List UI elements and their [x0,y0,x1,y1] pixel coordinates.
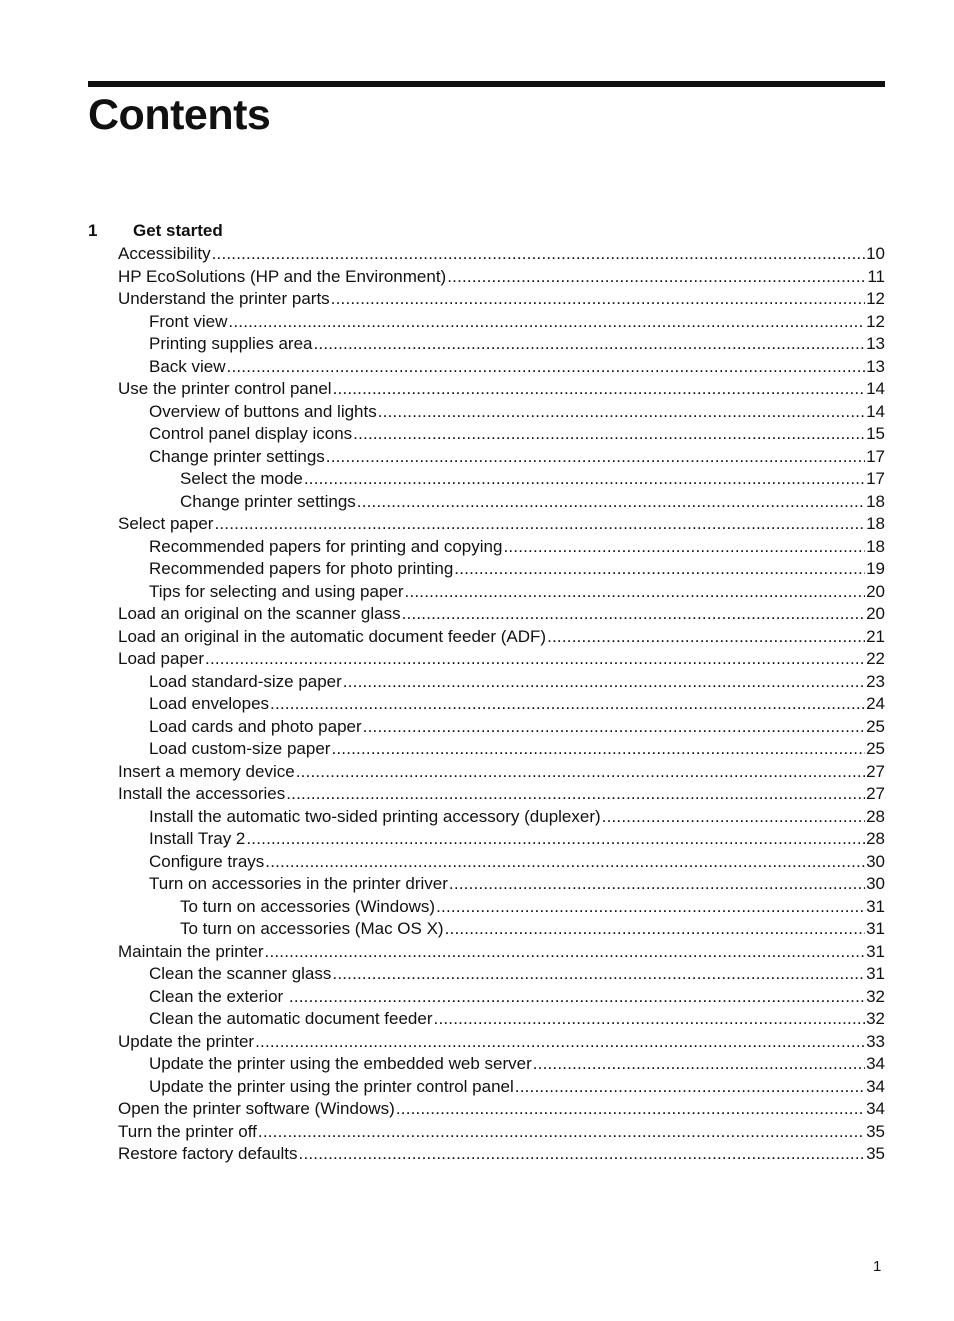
toc-entry-label: Recommended papers for printing and copying [149,536,503,556]
toc-entry[interactable] [88,356,885,379]
toc-entry-label: Use the printer control panel [118,379,332,398]
toc-entry-label: Front view [149,311,228,331]
dot-leader [214,513,865,535]
toc-entry[interactable] [88,581,885,604]
toc-entry[interactable] [88,783,885,806]
page-number: 1 [873,1258,882,1275]
toc-entry-label: Turn on accessories in the printer driver [149,874,448,893]
toc-entry-label: HP EcoSolutions (HP and the Environment) [118,266,447,286]
toc-entry-page: 20 [866,581,885,601]
toc-entry-label: Understand the printer parts [118,289,330,308]
toc-entry-label: Change printer settings [180,491,356,511]
toc-entry-page: 13 [866,334,885,353]
toc-entry[interactable] [88,243,885,266]
toc-entry-label: To turn on accessories (Windows) [180,896,436,916]
toc-entry-label: Update the printer using the embedded web server [149,1054,532,1073]
toc-entry-page: 20 [866,604,885,623]
toc-entry-page: 27 [866,784,885,803]
dot-leader [396,1098,865,1120]
toc-entry-page: 34 [866,1054,885,1073]
toc-entry-page: 12 [866,311,885,331]
dot-leader [331,738,865,760]
dot-leader [326,446,865,468]
toc-entry[interactable] [88,693,885,716]
toc-entry-page: 30 [866,851,885,871]
toc-entry-page: 27 [866,761,885,781]
dot-leader [434,1008,866,1030]
toc-entry[interactable] [88,986,885,1009]
dot-leader [258,1121,865,1143]
dot-leader [212,243,865,265]
toc-entry[interactable] [88,851,885,874]
toc-entry[interactable] [88,311,885,334]
toc-entry[interactable] [88,1143,885,1166]
toc-entry-page: 22 [866,649,885,668]
toc-entry[interactable] [88,963,885,986]
toc-entry-label: Insert a memory device [118,761,295,781]
toc-entry-page: 28 [866,806,885,826]
toc-entry-page: 13 [866,356,885,376]
toc-entry-page: 31 [866,919,885,938]
toc-entry-label: Open the printer software (Windows) [118,1099,395,1118]
dot-leader [205,648,865,670]
toc-entry[interactable] [88,333,885,356]
toc-entry[interactable] [88,896,885,919]
toc-entry-label: Configure trays [149,851,265,871]
toc-entry[interactable] [88,491,885,514]
toc-entry[interactable] [88,761,885,784]
toc-entry-label: Maintain the printer [118,941,264,961]
toc-entry[interactable] [88,603,885,626]
toc-entry-page: 31 [866,896,885,916]
toc-entry-page: 18 [866,514,885,533]
chapter-number: 1 [88,221,98,240]
toc-entry-label: Select paper [118,514,214,533]
toc-entry-label: To turn on accessories (Mac OS X) [180,919,444,938]
toc-entry-page: 30 [866,874,885,893]
toc-entry-page: 34 [866,1099,885,1118]
toc-entry-label: Load an original on the scanner glass [118,604,401,623]
toc-entry-label: Install the automatic two-sided printing accessory (duplexer) [149,806,601,826]
toc-entry-page: 11 [867,266,885,286]
dot-leader [270,693,865,715]
toc-entry-page: 33 [866,1031,885,1051]
toc-entry-label: Clean the exterior [149,986,288,1006]
toc-entry-page: 12 [866,289,885,308]
toc-entry-page: 17 [866,469,885,488]
toc-entry[interactable] [88,266,885,289]
toc-entry-page: 15 [866,424,885,443]
toc-entry-label: Overview of buttons and lights [149,401,377,421]
dot-leader [353,423,865,445]
toc-entry-page: 18 [866,491,885,511]
toc-entry-page: 14 [866,379,885,398]
toc-entry[interactable] [88,1076,885,1099]
dot-leader [405,581,866,603]
dot-leader [447,266,866,288]
dot-leader [265,851,865,873]
header-rule [88,81,885,87]
toc-entry-page: 32 [866,986,885,1006]
dot-leader [454,558,865,580]
toc-entry-label: Install the accessories [118,784,286,803]
toc-entry[interactable] [88,378,885,401]
toc-entry-page: 18 [866,536,885,556]
toc-entry-label: Update the printer [118,1031,255,1051]
dot-leader [343,671,865,693]
toc-entry-label: Turn the printer off [118,1121,257,1141]
toc-entry-label: Recommended papers for photo printing [149,559,454,578]
toc-entry[interactable] [88,558,885,581]
dot-leader [378,401,865,423]
toc-entry[interactable] [88,1121,885,1144]
toc-entry-label: Load an original in the automatic document feeder (ADF) [118,626,547,646]
toc-entry[interactable] [88,918,885,941]
toc-entry[interactable] [88,468,885,491]
toc-entry[interactable] [88,716,885,739]
toc-entry[interactable] [88,423,885,446]
toc-entry[interactable] [88,513,885,536]
toc-entry[interactable] [88,1053,885,1076]
toc-entry-page: 25 [866,716,885,736]
dot-leader [332,963,865,985]
toc-entry-label: Change printer settings [149,446,325,466]
toc-entry[interactable] [88,401,885,424]
toc-entry-label: Load custom-size paper [149,739,331,758]
toc-entry-page: 35 [866,1121,885,1141]
toc-entry-page: 14 [866,401,885,421]
dot-leader [363,716,865,738]
toc-entry-page: 31 [866,941,885,961]
toc-entry-label: Clean the scanner glass [149,964,332,983]
dot-leader [331,288,865,310]
dot-leader [255,1031,865,1053]
toc-entry-page: 21 [866,626,885,646]
toc-entry[interactable] [88,671,885,694]
toc-entry[interactable] [88,288,885,311]
dot-leader [246,828,865,850]
toc-entry-page: 24 [866,694,885,713]
toc-entry[interactable] [88,806,885,829]
toc-entry-page: 23 [866,671,885,691]
toc-entry[interactable] [88,1008,885,1031]
toc-entry-page: 17 [866,446,885,466]
toc-entry[interactable] [88,1031,885,1054]
toc-entry-label: Clean the automatic document feeder [149,1009,433,1028]
dot-leader [304,468,865,490]
toc-entry-label: Select the mode [180,469,303,488]
dot-leader [313,333,865,355]
dot-leader [296,761,865,783]
dot-leader [227,356,866,378]
toc-entry[interactable] [88,1098,885,1121]
toc-entry-page: 25 [866,739,885,758]
toc-entry-label: Back view [149,356,226,376]
dot-leader [602,806,865,828]
toc-entry[interactable] [88,828,885,851]
toc-entry[interactable] [88,536,885,559]
dot-leader [357,491,865,513]
dot-leader [515,1076,865,1098]
dot-leader [265,941,866,963]
toc-entry[interactable] [88,873,885,896]
table-of-contents [88,243,885,1166]
dot-leader [299,1143,866,1165]
toc-entry-page: 35 [866,1144,885,1163]
toc-entry[interactable] [88,626,885,649]
toc-entry-label: Update the printer using the printer control panel [149,1076,514,1096]
dot-leader [547,626,865,648]
dot-leader [533,1053,865,1075]
dot-leader [228,311,865,333]
dot-leader [449,873,865,895]
toc-entry-page: 31 [866,964,885,983]
toc-entry[interactable] [88,648,885,671]
dot-leader [402,603,865,625]
chapter-title: Get started [133,221,223,240]
chapter-heading[interactable] [88,220,885,242]
toc-entry-page: 10 [866,244,885,263]
dot-leader [286,783,865,805]
toc-entry[interactable] [88,941,885,964]
toc-entry-page: 28 [866,829,885,848]
toc-entry-page: 32 [866,1009,885,1028]
toc-entry-label: Accessibility [118,244,211,263]
toc-entry[interactable] [88,738,885,761]
toc-entry-label: Tips for selecting and using paper [149,581,404,601]
toc-entry-label: Load envelopes [149,694,270,713]
dot-leader [436,896,865,918]
toc-entry[interactable] [88,446,885,469]
toc-entry-label: Restore factory defaults [118,1144,298,1163]
toc-entry-label: Load standard-size paper [149,671,342,691]
dot-leader [445,918,865,940]
dot-leader [503,536,865,558]
toc-entry-label: Printing supplies area [149,334,313,353]
toc-entry-page: 34 [866,1076,885,1096]
page-title: Contents [88,91,271,139]
toc-entry-label: Control panel display icons [149,424,353,443]
dot-leader [289,986,865,1008]
dot-leader [333,378,866,400]
toc-entry-page: 19 [866,559,885,578]
toc-entry-label: Load cards and photo paper [149,716,362,736]
toc-entry-label: Load paper [118,649,205,668]
toc-entry-label: Install Tray 2 [149,829,246,848]
